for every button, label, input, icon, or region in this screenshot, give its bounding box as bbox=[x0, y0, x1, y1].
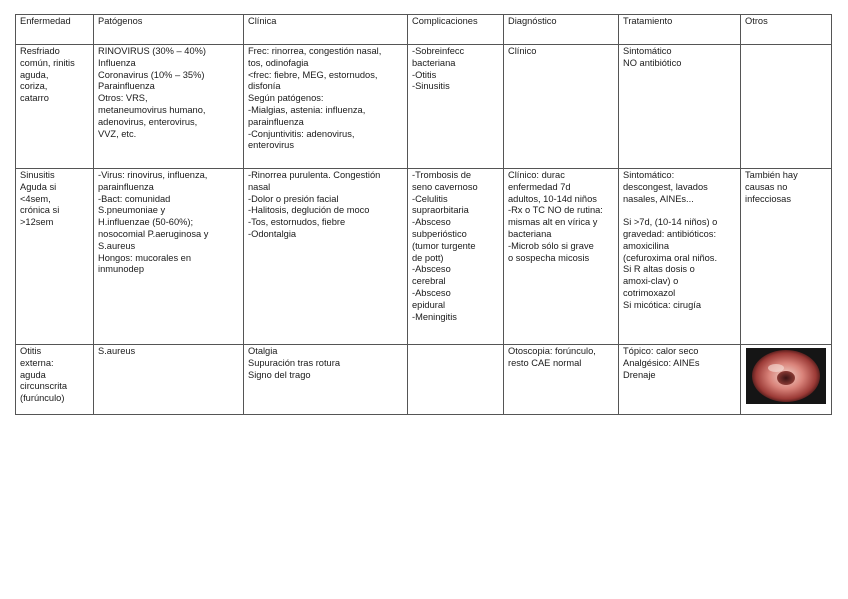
cell-line: seno cavernoso bbox=[412, 181, 478, 192]
cell-line: Si >7d, (10-14 niños) o bbox=[623, 217, 718, 228]
cell-line: disfonía bbox=[248, 81, 281, 92]
cell-line: >12sem bbox=[20, 217, 54, 228]
cell-line: RINOVIRUS (30% – 40%) bbox=[98, 46, 206, 56]
cell-line: -Absceso bbox=[412, 217, 451, 228]
disease-table bbox=[15, 14, 832, 415]
cell-line: adultos, 10-14d niños bbox=[508, 193, 597, 204]
cell-line: amoxicilina bbox=[623, 240, 669, 251]
header-tratamiento: Tratamiento bbox=[619, 15, 741, 45]
cell-line: -Sobreinfecc bbox=[412, 46, 465, 56]
cell-line: Coronavirus (10% – 35%) bbox=[98, 69, 205, 80]
cell-line: -Virus: rinovirus, influenza, bbox=[98, 170, 208, 180]
cell-line: <frec: fiebre, MEG, estornudos, bbox=[248, 69, 378, 80]
cell-line: crónica si bbox=[20, 205, 60, 216]
cell-line: cerebral bbox=[412, 276, 446, 287]
cell-line: enterovirus bbox=[248, 140, 294, 151]
cell-complicaciones bbox=[408, 45, 504, 169]
cell-line: externa: bbox=[20, 357, 54, 368]
cell-line: -Sinusitis bbox=[412, 81, 450, 92]
cell-line: Aguda si bbox=[20, 181, 57, 192]
cell-complicaciones bbox=[408, 345, 504, 415]
cell-clinica bbox=[244, 345, 408, 415]
cell-line: -Microb sólo si grave bbox=[508, 240, 594, 251]
cell-line: S.aureus bbox=[98, 240, 136, 251]
cell-enfermedad bbox=[16, 169, 94, 345]
cell-line: S.pneumoniae y bbox=[98, 205, 166, 216]
cell-line: descongest, lavados bbox=[623, 181, 708, 192]
cell-line: nasales, AINEs... bbox=[623, 193, 694, 204]
cell-line: epidural bbox=[412, 299, 446, 310]
cell-line: Según patógenos: bbox=[248, 93, 324, 104]
cell-line: Si R altas dosis o bbox=[623, 264, 695, 275]
cell-line: Drenaje bbox=[623, 369, 656, 380]
cell-line: Sintomático: bbox=[623, 170, 675, 180]
cell-line bbox=[623, 205, 736, 217]
cell-line: nosocomial P.aeruginosa y bbox=[98, 228, 209, 239]
header-clinica: Clínica bbox=[244, 15, 408, 45]
cell-line: parainfluenza bbox=[248, 116, 304, 127]
cell-line: -Tos, estornudos, fiebre bbox=[248, 217, 346, 228]
cell-line: -Mialgias, astenia: influenza, bbox=[248, 104, 366, 115]
cell-line: Si micótica: cirugía bbox=[623, 299, 702, 310]
cell-line: Otoscopia: forúnculo, bbox=[508, 346, 596, 356]
cell-clinica bbox=[244, 169, 408, 345]
cell-line: adenovirus, enterovirus, bbox=[98, 116, 198, 127]
cell-line: -Absceso bbox=[412, 287, 451, 298]
cell-line: catarro bbox=[20, 93, 49, 104]
cell-line: (furúnculo) bbox=[20, 393, 65, 404]
cell-enfermedad bbox=[16, 45, 94, 169]
table-row bbox=[16, 45, 832, 169]
cell-line: Otros: VRS, bbox=[98, 93, 148, 104]
cell-line: resto CAE normal bbox=[508, 357, 582, 368]
cell-tratamiento bbox=[619, 169, 741, 345]
cell-patogenos bbox=[94, 169, 244, 345]
cell-line: Hongos: mucorales en bbox=[98, 252, 192, 263]
cell-line: común, rinitis bbox=[20, 57, 75, 68]
cell-line: Supuración tras rotura bbox=[248, 357, 340, 368]
cell-line: Parainfluenza bbox=[98, 81, 155, 92]
cell-line: -Halitosis, deglución de moco bbox=[248, 205, 370, 216]
cell-patogenos bbox=[94, 45, 244, 169]
cell-line: -Conjuntivitis: adenovirus, bbox=[248, 128, 355, 139]
cell-line: -Meningitis bbox=[412, 311, 457, 322]
cell-line: Tópico: calor seco bbox=[623, 346, 699, 356]
cell-line: aguda, bbox=[20, 69, 49, 80]
cell-otros bbox=[741, 345, 832, 415]
cell-line: (cefuroxima oral niños. bbox=[623, 252, 718, 263]
cell-line: amoxi-clav) o bbox=[623, 276, 679, 287]
header-diagnostico: Diagnóstico bbox=[504, 15, 619, 45]
cell-line: aguda bbox=[20, 369, 46, 380]
cell-line: inmunodep bbox=[98, 264, 145, 275]
cell-line: También hay bbox=[745, 170, 798, 180]
cell-line: -Odontalgia bbox=[248, 228, 297, 239]
cell-line: -Rinorrea purulenta. Congestión bbox=[248, 170, 381, 180]
cell-line: (tumor turgente bbox=[412, 240, 476, 251]
cell-line: mismas alt en vírica y bbox=[508, 217, 598, 228]
cell-line: metaneumovirus humano, bbox=[98, 104, 206, 115]
cell-line: de pott) bbox=[412, 252, 444, 263]
cell-line: supraorbitaria bbox=[412, 205, 469, 216]
cell-diagnostico bbox=[504, 345, 619, 415]
cell-line: Clínico bbox=[508, 46, 537, 56]
cell-line: Sintomático bbox=[623, 46, 672, 56]
cell-line: tos, odinofagia bbox=[248, 57, 309, 68]
cell-line: infecciosas bbox=[745, 193, 791, 204]
cell-line: gravedad: antibióticos: bbox=[623, 228, 717, 239]
cell-line: Otalgia bbox=[248, 346, 278, 356]
cell-line: o sospecha micosis bbox=[508, 252, 590, 263]
cell-line: VVZ, etc. bbox=[98, 128, 137, 139]
cell-otros bbox=[741, 169, 832, 345]
cell-tratamiento bbox=[619, 345, 741, 415]
cell-line: subperióstico bbox=[412, 228, 467, 239]
header-otros: Otros bbox=[741, 15, 832, 45]
cell-tratamiento bbox=[619, 45, 741, 169]
cell-line: Resfriado bbox=[20, 46, 60, 56]
cell-diagnostico bbox=[504, 45, 619, 169]
cell-line: S.aureus bbox=[98, 346, 136, 356]
table-row bbox=[16, 345, 832, 415]
cell-line: bacteriana bbox=[508, 228, 552, 239]
cell-diagnostico bbox=[504, 169, 619, 345]
cell-line: parainfluenza bbox=[98, 181, 154, 192]
cell-line: bacteriana bbox=[412, 57, 456, 68]
header-patogenos: Patógenos bbox=[94, 15, 244, 45]
cell-line: Sinusitis bbox=[20, 170, 55, 180]
cell-line: Otitis bbox=[20, 346, 42, 356]
cell-line: coriza, bbox=[20, 81, 48, 92]
cell-line: circunscrita bbox=[20, 381, 68, 392]
cell-line: -Otitis bbox=[412, 69, 437, 80]
header-enfermedad: Enfermedad bbox=[16, 15, 94, 45]
cell-line: H.influenzae (50-60%); bbox=[98, 217, 194, 228]
cell-line: <4sem, bbox=[20, 193, 51, 204]
cell-line: enfermedad 7d bbox=[508, 181, 571, 192]
cell-patogenos bbox=[94, 345, 244, 415]
cell-clinica bbox=[244, 45, 408, 169]
header-complicaciones: Complicaciones bbox=[408, 15, 504, 45]
cell-complicaciones bbox=[408, 169, 504, 345]
cell-line: NO antibiótico bbox=[623, 57, 682, 68]
cell-line: nasal bbox=[248, 181, 271, 192]
cell-line: cotrimoxazol bbox=[623, 287, 676, 298]
cell-line: Frec: rinorrea, congestión nasal, bbox=[248, 46, 382, 56]
cell-line: -Trombosis de bbox=[412, 170, 472, 180]
cell-line: -Dolor o presión facial bbox=[248, 193, 339, 204]
table-row bbox=[16, 169, 832, 345]
cell-line: causas no bbox=[745, 181, 788, 192]
cell-line: Analgésico: AINEs bbox=[623, 357, 700, 368]
cell-line: -Rx o TC NO de rutina: bbox=[508, 205, 603, 216]
cell-line: Influenza bbox=[98, 57, 136, 68]
table-header-row bbox=[16, 15, 832, 45]
cell-line: -Bact: comunidad bbox=[98, 193, 171, 204]
cell-line: -Absceso bbox=[412, 264, 451, 275]
cell-enfermedad bbox=[16, 345, 94, 415]
cell-line: -Celulitis bbox=[412, 193, 448, 204]
cell-otros bbox=[741, 45, 832, 169]
cell-line: Signo del trago bbox=[248, 369, 311, 380]
otoscopy-image bbox=[746, 348, 826, 404]
cell-line: Clínico: durac bbox=[508, 170, 565, 180]
